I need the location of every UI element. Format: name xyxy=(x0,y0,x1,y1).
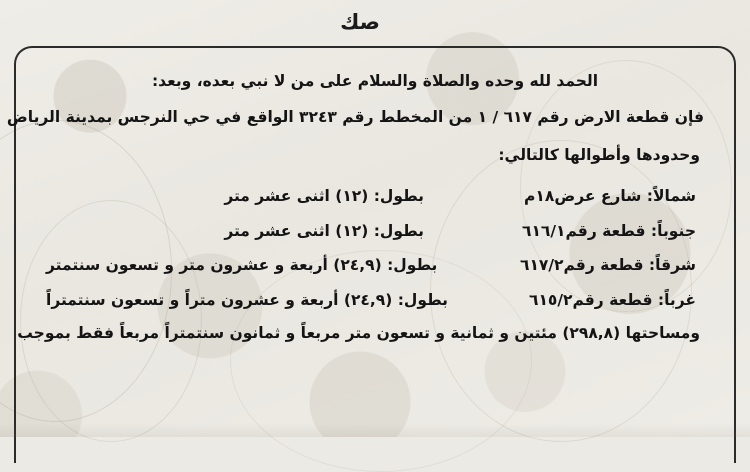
boundary-length-east: بطول: (٢٤,٩) أربعة و عشرون متر و تسعون سنتمتر xyxy=(46,256,438,275)
boundary-label-east: شرقاً: قطعة رقم٦١٧/٢ xyxy=(520,256,696,275)
boundary-label-north: شمالاً: شارع عرض١٨م xyxy=(524,186,696,205)
bounds-header-line: وحدودها وأطوالها كالتالي: xyxy=(498,146,700,165)
parcel-description-line: فإن قطعة الارض رقم ٦١٧ / ١ من المخطط رقم ٣٢٤٣ الواقع في حي النرجس بمدينة الرياض xyxy=(6,108,704,127)
page-bottom-shading xyxy=(0,423,750,437)
boundary-row-north xyxy=(46,179,704,214)
boundary-row-south xyxy=(46,214,704,249)
boundary-length-south: بطول: (١٢) اثنى عشر متر xyxy=(224,221,424,240)
document-body xyxy=(0,44,750,342)
boundaries-list xyxy=(46,179,704,319)
page-title: صك xyxy=(340,10,380,34)
boundary-row-east xyxy=(46,248,704,283)
document-header xyxy=(0,0,750,44)
area-line: ومساحتها (٢٩٨,٨) مئتين و ثمانية و تسعون متر مربعاً و ثمانون سنتمتراً مربعاً فقط بموجب xyxy=(17,324,700,343)
boundary-row-west xyxy=(46,283,704,318)
boundary-length-west: بطول: (٢٤,٩) أربعة و عشرون متراً و تسعون سنتمتراً xyxy=(46,291,448,310)
boundary-length-north: بطول: (١٢) اثنى عشر متر xyxy=(224,186,424,205)
intro-paragraph: الحمد لله وحده والصلاة والسلام على من لا نبي بعده، وبعد: xyxy=(151,72,599,90)
boundary-label-south: جنوباً: قطعة رقم٦١٦/١ xyxy=(522,221,696,240)
boundary-label-west: غرباً: قطعة رقم٦١٥/٢ xyxy=(528,291,696,310)
